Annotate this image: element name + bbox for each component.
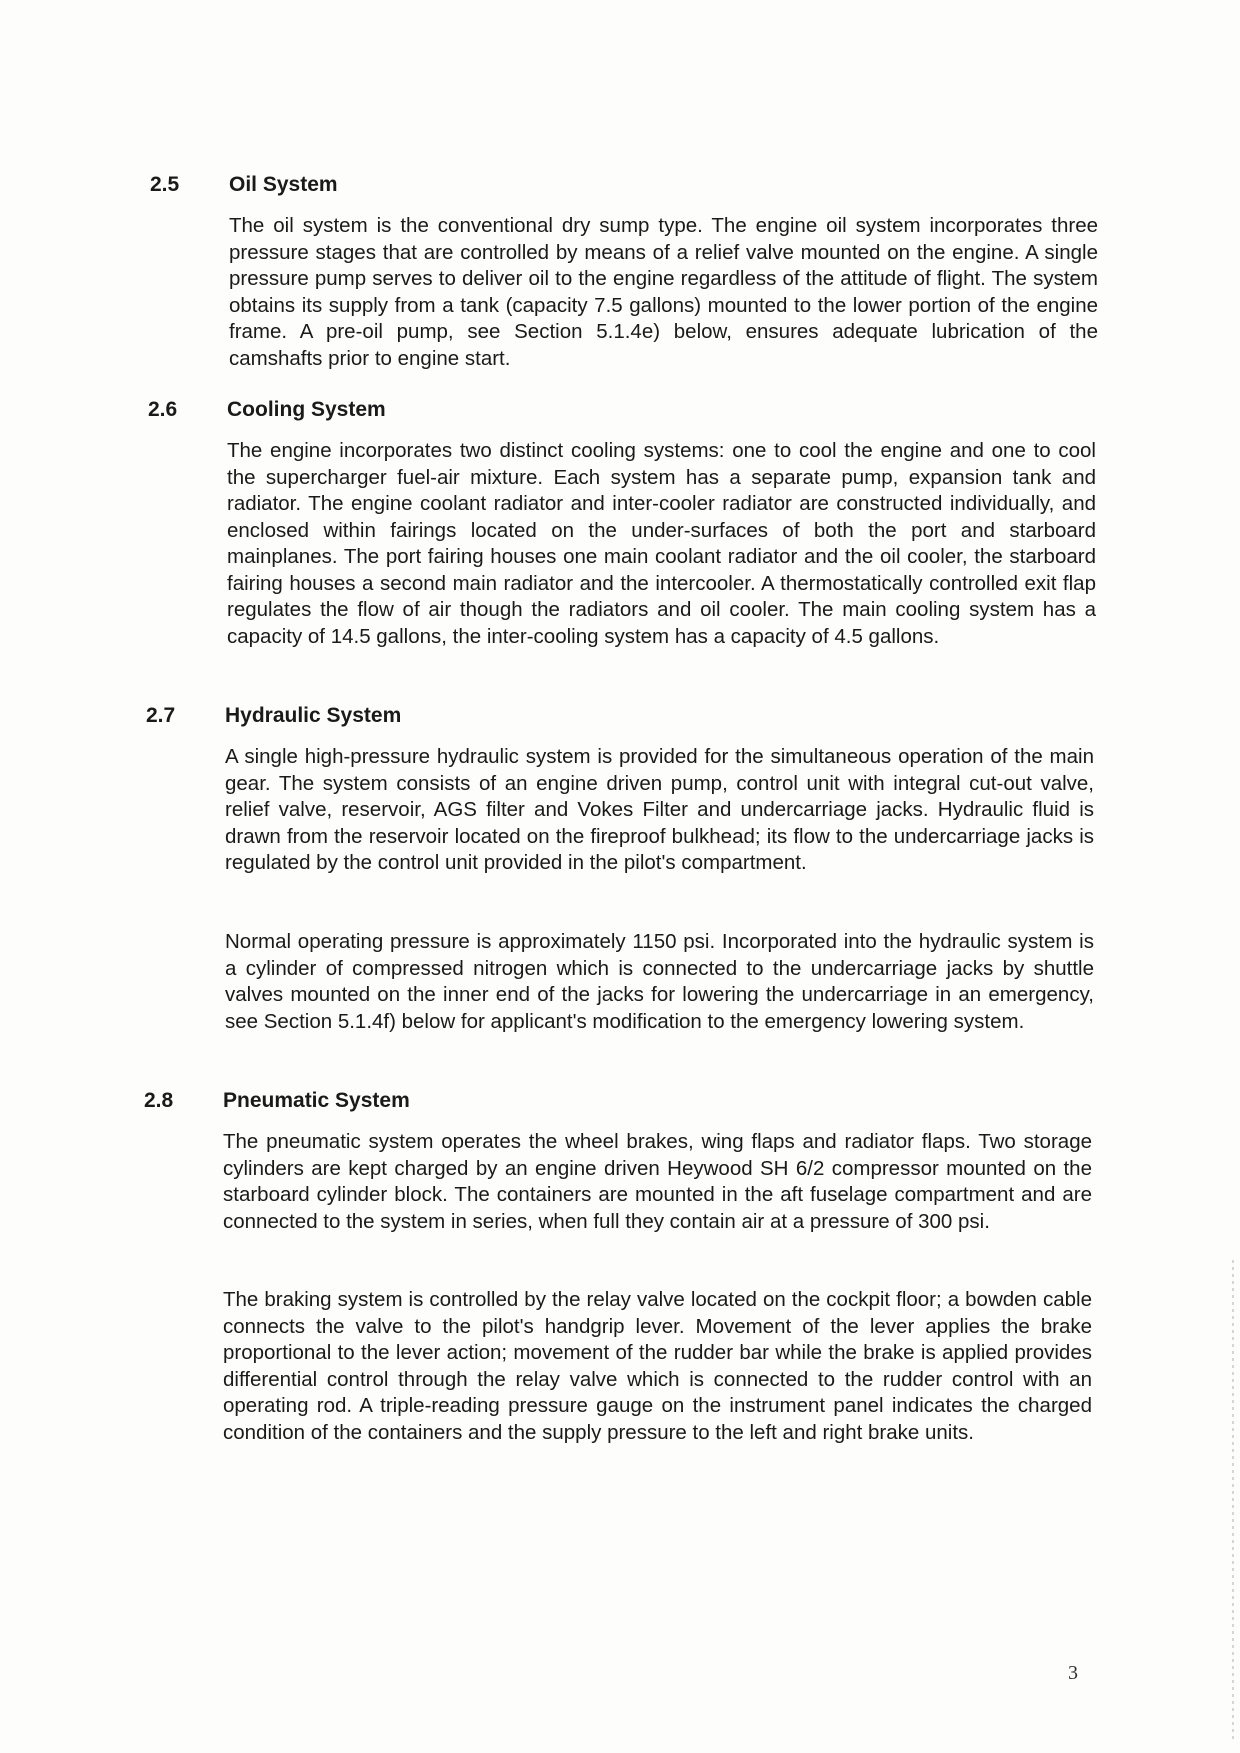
scan-edge-artifact: [1232, 1260, 1234, 1740]
section-title: Pneumatic System: [223, 1089, 410, 1112]
section-number: 2.7: [146, 704, 176, 727]
section-paragraph: The engine incorporates two distinct cooling systems: one to cool the engine and one to cool the supercharger fuel-air mixture. Each system has a separate pump, expansion tank and radiator. The engine coolant radiator and inter-cooler radiator are constructed individually, and enclosed within fairings located on the under-surfaces of both the port and starboard mainplanes. The port fairing houses one main coolant radiator and the oil cooler, the starboard fairing houses a second main radiator and the intercooler. A thermostatically controlled exit flap regulates the flow of air though the radiators and oil cooler. The main cooling system has a capacity of 14.5 gallons, the inter-cooling system has a capacity of 4.5 gallons.: [227, 439, 1096, 648]
section-number: 2.8: [144, 1089, 174, 1112]
section-number: 2.5: [150, 173, 180, 196]
section-paragraph: The braking system is controlled by the relay valve located on the cockpit floor; a bowden cable connects the valve to the pilot's handgrip lever. Movement of the lever applies the brake proportional to the lever action; movement of the rudder bar while the brake is applied provides differential control through the relay valve which is connected to the rudder control with an operating rod. A triple-reading pressure gauge on the instrument panel indicates the charged condition of the containers and the supply pressure to the left and right brake units.: [223, 1288, 1092, 1444]
section-paragraph: The pneumatic system operates the wheel brakes, wing flaps and radiator flaps. Two storage cylinders are kept charged by an engine driven Heywood SH 6/2 compressor mounted on the starboard cylinder block. The containers are mounted in the aft fuselage compartment and are connected to the system in series, when full they contain air at a pressure of 300 psi.: [223, 1130, 1092, 1233]
section-number: 2.6: [148, 398, 178, 421]
section-paragraph: A single high-pressure hydraulic system is provided for the simultaneous operation of the main gear. The system consists of an engine driven pump, control unit with integral cut-out valve, relief valve, reservoir, AGS filter and Vokes Filter and undercarriage jacks. Hydraulic fluid is drawn from the reservoir located on the fireproof bulkhead; its flow to the undercarriage jacks is regulated by the control unit provided in the pilot's compartment.: [225, 745, 1094, 874]
section-paragraph: The oil system is the conventional dry sump type. The engine oil system incorporates three pressure stages that are controlled by means of a relief valve mounted on the engine. A single pressure pump serves to deliver oil to the engine regardless of the attitude of flight. The system obtains its supply from a tank (capacity 7.5 gallons) mounted to the lower portion of the engine frame. A pre-oil pump, see Section 5.1.4e) below, ensures adequate lubrication of the camshafts prior to engine start.: [229, 214, 1098, 370]
section-title: Hydraulic System: [225, 704, 402, 727]
page-number: 3: [1068, 1662, 1078, 1684]
section-title: Cooling System: [227, 398, 386, 421]
section-paragraph: Normal operating pressure is approximately 1150 psi. Incorporated into the hydraulic system is a cylinder of compressed nitrogen which is connected to the undercarriage jacks by shuttle valves mounted on the inner end of the jacks for lowering the undercarriage in an emergency, see Section 5.1.4f) below for applicant's modification to the emergency lowering system.: [225, 930, 1094, 1033]
section-title: Oil System: [229, 173, 338, 196]
